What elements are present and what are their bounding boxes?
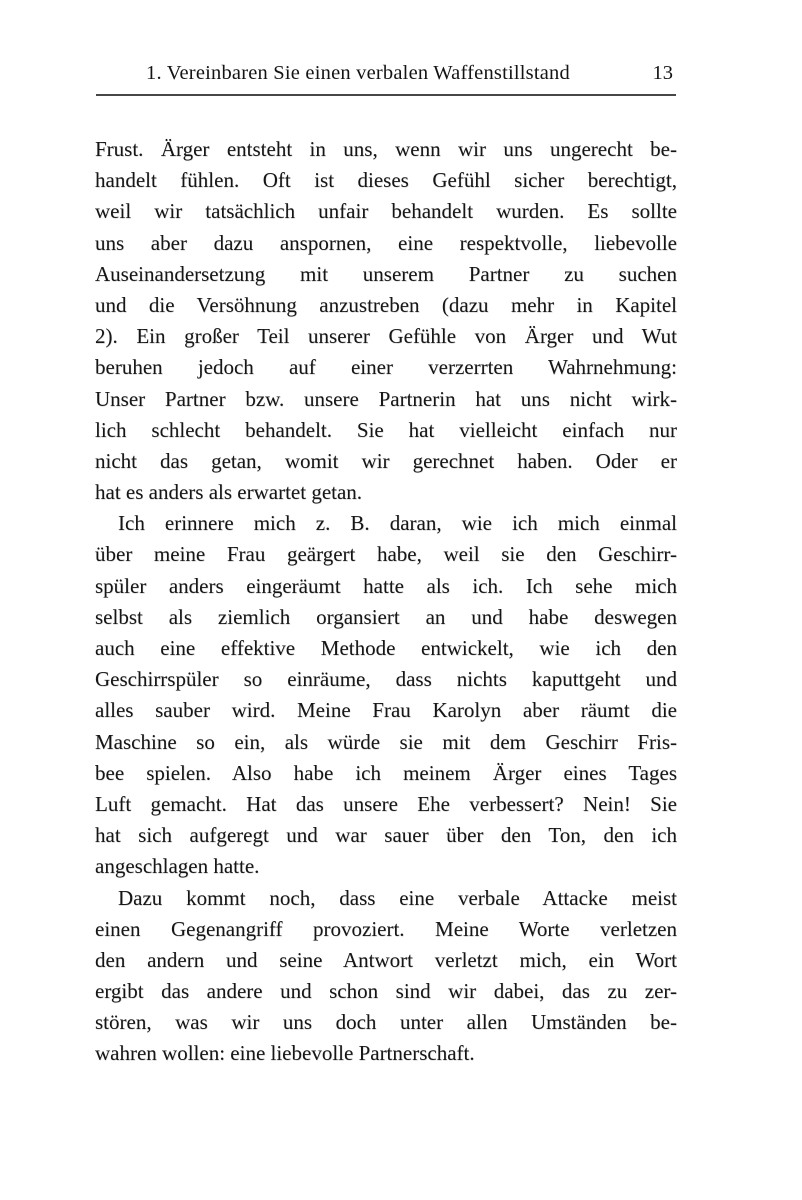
text-line: Auseinandersetzung mit unserem Partner zu suchen bbox=[95, 261, 677, 286]
text-line: den andern und seine Antwort verletzt mich, ein Wort bbox=[95, 947, 677, 972]
text-line: stören, was wir uns doch unter allen Umständen be- bbox=[95, 1010, 677, 1035]
header-rule bbox=[96, 94, 676, 96]
running-header bbox=[95, 58, 677, 90]
text-line: hat sich aufgeregt und war sauer über den Ton, den ich bbox=[95, 823, 677, 848]
text-line: 2). Ein großer Teil unserer Gefühle von Ärger und Wut bbox=[95, 324, 677, 349]
text-line: Dazu kommt noch, dass eine verbale Attacke meist bbox=[118, 885, 677, 910]
text-line: uns aber dazu anspornen, eine respektvolle, liebevolle bbox=[95, 230, 677, 255]
text-line: auch eine effektive Methode entwickelt, wie ich den bbox=[95, 636, 677, 660]
text-line: bee spielen. Also habe ich meinem Ärger eines Tages bbox=[95, 760, 677, 785]
text-line: Unser Partner bzw. unsere Partnerin hat uns nicht wirk- bbox=[95, 386, 677, 411]
text-line: handelt fühlen. Oft ist dieses Gefühl sicher berechtigt, bbox=[95, 168, 677, 193]
body-text bbox=[95, 134, 677, 1070]
page-number: 13 bbox=[652, 62, 673, 84]
text-line: und die Versöhnung anzustreben (dazu mehr in Kapitel bbox=[95, 292, 677, 317]
text-line: Maschine so ein, als würde sie mit dem Geschirr Fris- bbox=[95, 729, 677, 754]
text-line: angeschlagen hatte. bbox=[95, 854, 260, 879]
text-line: selbst als ziemlich organsiert an und habe deswegen bbox=[95, 604, 677, 629]
text-line: spüler anders eingeräumt hatte als ich. Ich sehe mich bbox=[95, 573, 677, 598]
text-line: Luft gemacht. Hat das unsere Ehe verbessert? Nein! Sie bbox=[95, 791, 677, 816]
text-line: einen Gegenangriff provoziert. Meine Worte verletzen bbox=[95, 916, 677, 941]
text-line: weil wir tatsächlich unfair behandelt wurden. Es sollte bbox=[95, 199, 677, 224]
text-line: Geschirrspüler so einräume, dass nichts kaputtgeht und bbox=[95, 667, 677, 692]
text-line: alles sauber wird. Meine Frau Karolyn aber räumt die bbox=[95, 698, 677, 723]
text-line: wahren wollen: eine liebevolle Partnerschaft. bbox=[95, 1041, 475, 1066]
text-line: lich schlecht behandelt. Sie hat vielleicht einfach nur bbox=[95, 417, 677, 442]
text-line: ergibt das andere und schon sind wir dabei, das zu zer- bbox=[95, 979, 677, 1004]
text-line: Ich erinnere mich z. B. daran, wie ich mich einmal bbox=[118, 511, 677, 536]
text-line: nicht das getan, womit wir gerechnet haben. Oder er bbox=[95, 448, 677, 473]
text-line: hat es anders als erwartet getan. bbox=[95, 480, 363, 505]
text-line: beruhen jedoch auf einer verzerrten Wahrnehmung: bbox=[95, 355, 677, 380]
chapter-title: 1. Vereinbaren Sie einen verbalen Waffenstillstand bbox=[146, 62, 570, 84]
text-line: Frust. Ärger entsteht in uns, wenn wir uns ungerecht be- bbox=[95, 137, 677, 161]
text-line: über meine Frau geärgert habe, weil sie den Geschirr- bbox=[95, 542, 677, 567]
